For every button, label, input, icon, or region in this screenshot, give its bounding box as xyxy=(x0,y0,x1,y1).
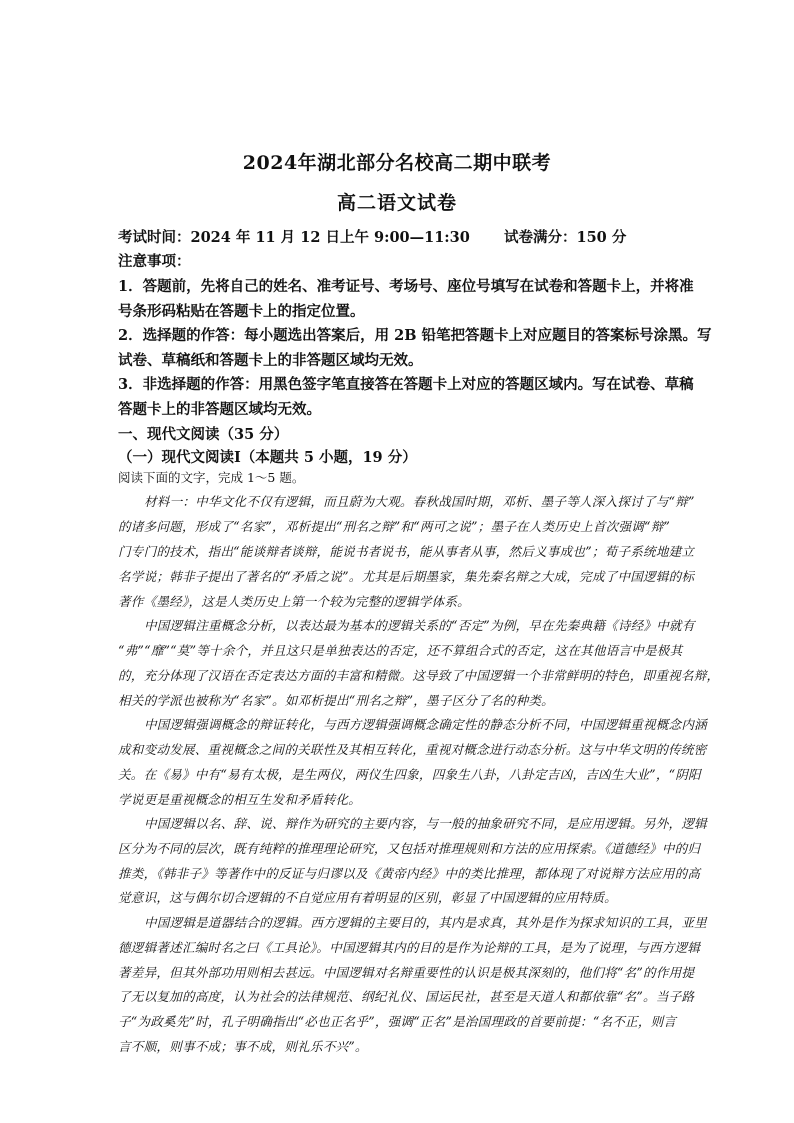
section-heading: 一、现代文阅读（35 分） xyxy=(118,426,289,443)
notice-item-2-line-2: 试卷、草稿纸和答题卡上的非答题区域均无效。 xyxy=(118,352,423,369)
passage-line: 子“为政奚先”时，孔子明确指出“必也正名乎”，强调“正名”是治国理政的首要前提：“名不正，则言 xyxy=(118,1014,677,1029)
passage-line: 著作《墨经》，这是人类历史上第一个较为完整的逻辑学体系。 xyxy=(118,594,470,609)
passage-line: 推类，《韩非子》等著作中的反证与归谬以及《黄帝内经》中的类比推理，都体现了对说辩方法应用的高 xyxy=(118,866,701,881)
exam-time: 考试时间：2024 年 11 月 12 日上午 9:00—11:30 xyxy=(118,229,470,246)
section-subheading: （一）现代文阅读Ⅰ（本题共 5 小题，19 分） xyxy=(118,449,417,466)
exam-title: 2024年湖北部分名校高二期中联考 xyxy=(242,152,552,174)
passage-line: 关。在《易》中有“易有太极，是生两仪，两仪生四象，四象生八卦，八卦定吉凶，吉凶生大业”，“阴阳 xyxy=(118,767,701,782)
passage-line: 相关的学派也被称为“名家”。如邓析提出“刑名之辩”，墨子区分了名的种类。 xyxy=(118,693,554,708)
passage-line: 门专门的技术，指出“能谈辩者谈辩，能说书者说书，能从事者从事，然后义事成也”；荀子系统地建立 xyxy=(118,544,695,559)
passage-line: 材料一：中华文化不仅有逻辑，而且蔚为大观。春秋战国时期，邓析、墨子等人深入探讨了与“辩” xyxy=(144,494,695,509)
passage-line: 中国逻辑强调概念的辩证转化，与西方逻辑强调概念确定性的静态分析不同，中国逻辑重视概念内涵 xyxy=(144,717,707,732)
passage-line: 著差异，但其外部功用则相去甚远。中国逻辑对名辩重要性的认识是极其深刻的，他们将“名”的作用提 xyxy=(118,965,695,980)
exam-score: 试卷满分：150 分 xyxy=(504,229,627,246)
section-instruction: 阅读下面的文字，完成 1～5 题。 xyxy=(118,470,305,485)
passage-line: 中国逻辑是道器结合的逻辑。西方逻辑的主要目的，其内是求真，其外是作为探求知识的工具，亚里 xyxy=(144,915,707,930)
passage-line: 了无以复加的高度，认为社会的法律规范、纲纪礼仪、国运民社，甚至是天道人和都依靠“名”。当子路 xyxy=(118,989,695,1004)
notice-title: 注意事项： xyxy=(118,253,191,270)
exam-info xyxy=(118,226,794,247)
passage-line: 名学说；韩非子提出了著名的“矛盾之说”。尤其是后期墨家，集先秦名辩之大成，完成了中国逻辑的标 xyxy=(118,569,695,584)
passage-line: 中国逻辑以名、辞、说、辩作为研究的主要内容，与一般的抽象研究不同，是应用逻辑。另外，逻辑 xyxy=(144,816,707,831)
passage-line: 中国逻辑注重概念分析，以表达最为基本的逻辑关系的“否定”为例，早在先秦典籍《诗经》中就有 xyxy=(144,618,695,633)
notice-item-3-line-2: 答题卡上的非答题区域均无效。 xyxy=(118,401,321,418)
passage-line: 的诸多问题，形成了“名家”，邓析提出“刑名之辩”和“两可之说”；墨子在人类历史上首次强调“辩” xyxy=(118,519,671,534)
passage-line: 德逻辑著述汇编时名之曰《工具论》。中国逻辑其内的目的是作为论辩的工具，是为了说理，与西方逻辑 xyxy=(118,940,701,955)
passage-line: 区分为不同的层次，既有纯粹的推理理论研究，又包括对推理规则和方法的应用探索。《道德经》中的归 xyxy=(118,841,701,856)
notice-item-1-line-1: 1．答题前，先将自己的姓名、准考证号、考场号、座位号填写在试卷和答题卡上，并将准 xyxy=(118,278,694,295)
passage-line: 学说更是重视概念的相互生发和矛盾转化。 xyxy=(118,792,362,807)
passage-line: 言不顺，则事不成；事不成，则礼乐不兴”。 xyxy=(118,1039,368,1054)
notice-item-2-line-1: 2．选择题的作答：每小题选出答案后，用 2B 铅笔把答题卡上对应题目的答案标号涂黑。写 xyxy=(118,327,712,344)
passage-line: 成和变动发展、重视概念之间的关联性及其相互转化，重视对概念进行动态分析。这与中华文明的传统密 xyxy=(118,742,707,757)
passage-line: 觉意识，这与偶尔切合逻辑的不自觉应用有着明显的区别，彰显了中国逻辑的应用特质。 xyxy=(118,890,617,905)
notice-item-3-line-1: 3．非选择题的作答：用黑色签字笔直接答在答题卡上对应的答题区域内。写在试卷、草稿 xyxy=(118,376,694,393)
passage-line: “弗”“靡”“莫”等十余个，并且这只是单独表达的否定，还不算组合式的否定，这在其他语言中是极其 xyxy=(118,643,683,658)
passage-line: 的，充分体现了汉语在否定表达方面的丰富和精微。这导致了中国逻辑一个非常鲜明的特色，即重视名辩， xyxy=(118,668,720,683)
exam-subtitle: 高二语文试卷 xyxy=(336,192,457,214)
notice-item-1-line-2: 号条形码粘贴在答题卡上的指定位置。 xyxy=(118,303,365,320)
